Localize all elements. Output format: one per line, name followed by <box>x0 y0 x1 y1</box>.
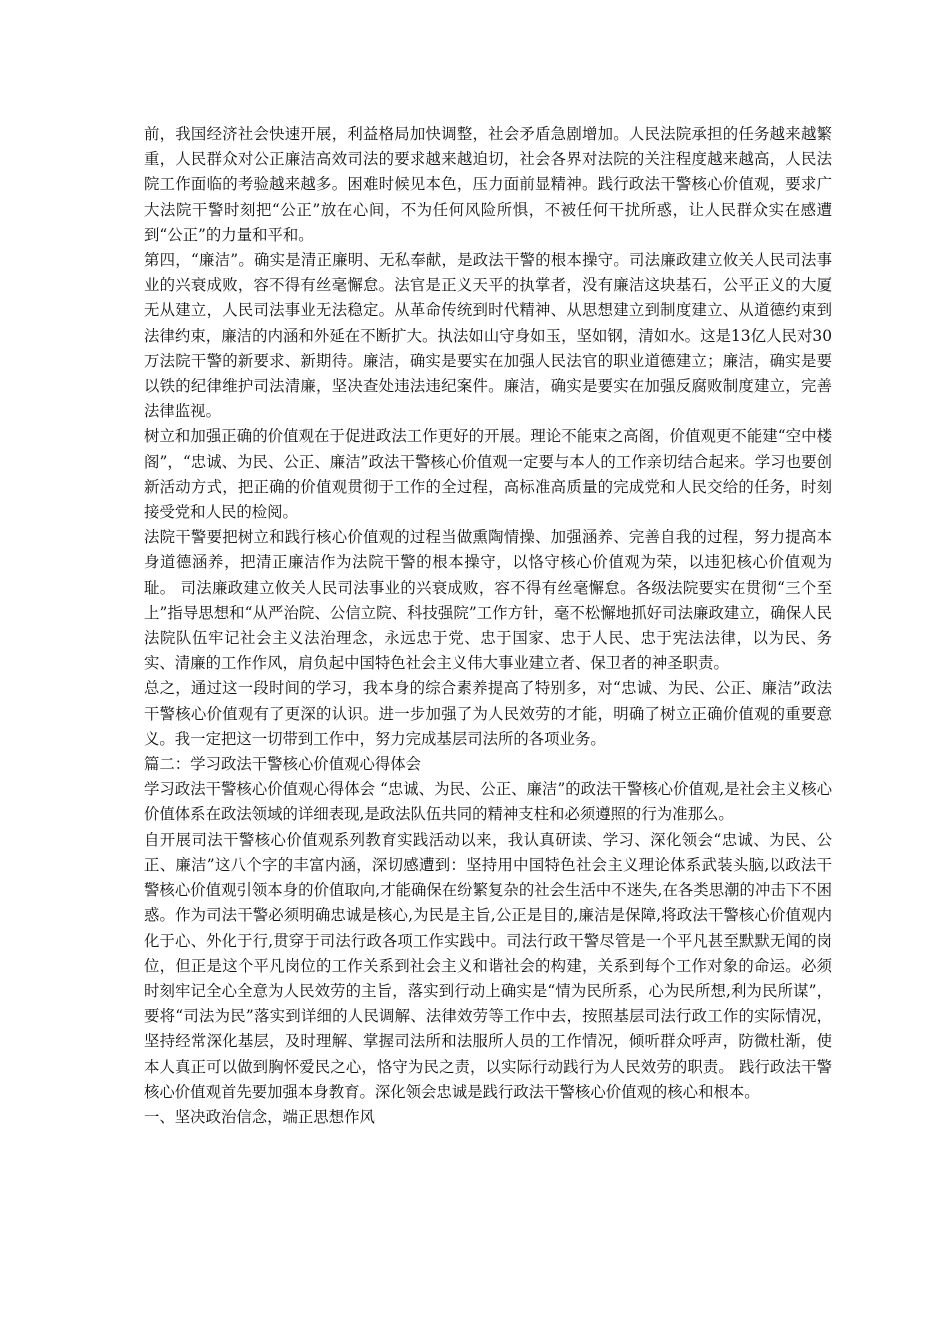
section-heading: 篇二：学习政法干警核心价值观心得体会 <box>144 755 422 774</box>
paragraph-values-practice: 树立和加强正确的价值观在于促进政法工作更好的开展。理论不能束之高阁，价值观更不能建“空中楼阁”，“忠诚、为民、公正、廉洁”政法干警核心价值观一定要与本人的工作亲切结合起来。学习也要创新活动方式，把正确的价值观贯彻于工作的全过程，高标准高质量的完成党和人民交给的任务，时刻接受党和人民的检阅。 <box>144 427 832 522</box>
subheading-one: 一、坚决政治信念，端正思想作风 <box>144 1107 375 1126</box>
document-body <box>144 122 832 1130</box>
paragraph-intro: 前，我国经济社会快速开展，利益格局加快调整，社会矛盾急剧增加。人民法院承担的任务越来越繁重，人民群众对公正廉洁高效司法的要求越来越迫切，社会各界对法院的关注程度越来越高，人民法院工作面临的考验越来越多。困难时候见本色，压力面前显精神。践行政法干警核心价值观，要求广大法院干警时刻把“公正”放在心间，不为任何风险所惧，不被任何干扰所惑，让人民群众实在感遭到“公正”的力量和平和。 <box>144 125 832 244</box>
paragraph-section2-intro: 学习政法干警核心价值观心得体会 “忠诚、为民、公正、廉洁”的政法干警核心价值观,是社会主义核心价值体系在政法领域的详细表现,是政法队伍共同的精神支柱和必须遵照的行为准那么。 <box>144 780 832 824</box>
paragraph-section2-body: 自开展司法干警核心价值观系列教育实践活动以来，我认真研读、学习、深化领会“忠诚、为民、公正、廉洁”这八个字的丰富内涵，深切感遭到：坚持用中国特色社会主义理论体系武装头脑,以政法干警核心价值观引领本身的价值取向,才能确保在纷繁复杂的社会生活中不迷失,在各类思潮的冲击下不困惑。作为司法干警必须明确忠诚是核心,为民是主旨,公正是目的,廉洁是保障,将政法干警核心价值观内化于心、外化于行,贯穿于司法行政各项工作实践中。司法行政干警尽管是一个平凡甚至默默无闻的岗位，但正是这个平凡岗位的工作关系到社会主义和谐社会的构建，关系到每个工作对象的命运。必须时刻牢记全心全意为人民效劳的主旨，落实到行动上确实是“情为民所系，心为民所想,利为民所谋”，要将“司法为民”落实到详细的人民调解、法律效劳等工作中去，按照基层司法行政工作的实际情况，坚持经常深化基层，及时理解、掌握司法所和法服所人员的工作情况，倾听群众呼声，防微杜渐，使本人真正可以做到胸怀爱民之心，恪守为民之责，以实际行动践行为人民效劳的职责。 践行政法干警核心价值观首先要加强本身教育。深化领会忠诚是践行政法干警核心价值观的核心和根本。 <box>144 830 832 1101</box>
paragraph-court-police: 法院干警要把树立和践行核心价值观的过程当做熏陶情操、加强涵养、完善自我的过程，努力提高本身道德涵养，把清正廉洁作为法院干警的根本操守，以恪守核心价值观为荣，以违犯核心价值观为耻。 司法廉政建立攸关人民司法事业的兴衰成败，容不得有丝毫懈怠。各级法院要实在贯彻“三个至上”指导思想和“从严治院、公信立院、科技强院”工作方针，毫不松懈地抓好司法廉政建立，确保人民法院队伍牢记社会主义法治理念，永远忠于党、忠于国家、忠于人民、忠于宪法法律，以为民、务实、清廉的工作作风，肩负起中国特色社会主义伟大事业建立者、保卫者的神圣职责。 <box>144 528 832 673</box>
paragraph-integrity: 第四，“廉洁”。确实是清正廉明、无私奉献，是政法干警的根本操守。司法廉政建立攸关人民司法事业的兴衰成败，容不得有丝毫懈怠。法官是正义天平的执掌者，没有廉洁这块基石，公平正义的大厦无从建立，人民司法事业无法稳定。从革命传统到时代精神、从思想建立到制度建立、从道德约束到法律约束，廉洁的内涵和外延在不断扩大。执法如山守身如玉，坚如钢，清如水。这是13亿人民对30万法院干警的新要求、新期待。廉洁，确实是要实在加强人民法官的职业道德建立；廉洁，确实是要以铁的纪律维护司法清廉，坚决查处违法违纪案件。廉洁，确实是要实在加强反腐败制度建立，完善法律监视。 <box>144 251 832 421</box>
paragraph-conclusion: 总之，通过这一段时间的学习，我本身的综合素养提高了特别多，对“忠诚、为民、公正、廉洁”政法干警核心价值观有了更深的认识。进一步加强了为人民效劳的才能，明确了树立正确价值观的重要意义。我一定把这一切带到工作中，努力完成基层司法所的各项业务。 <box>144 679 832 748</box>
